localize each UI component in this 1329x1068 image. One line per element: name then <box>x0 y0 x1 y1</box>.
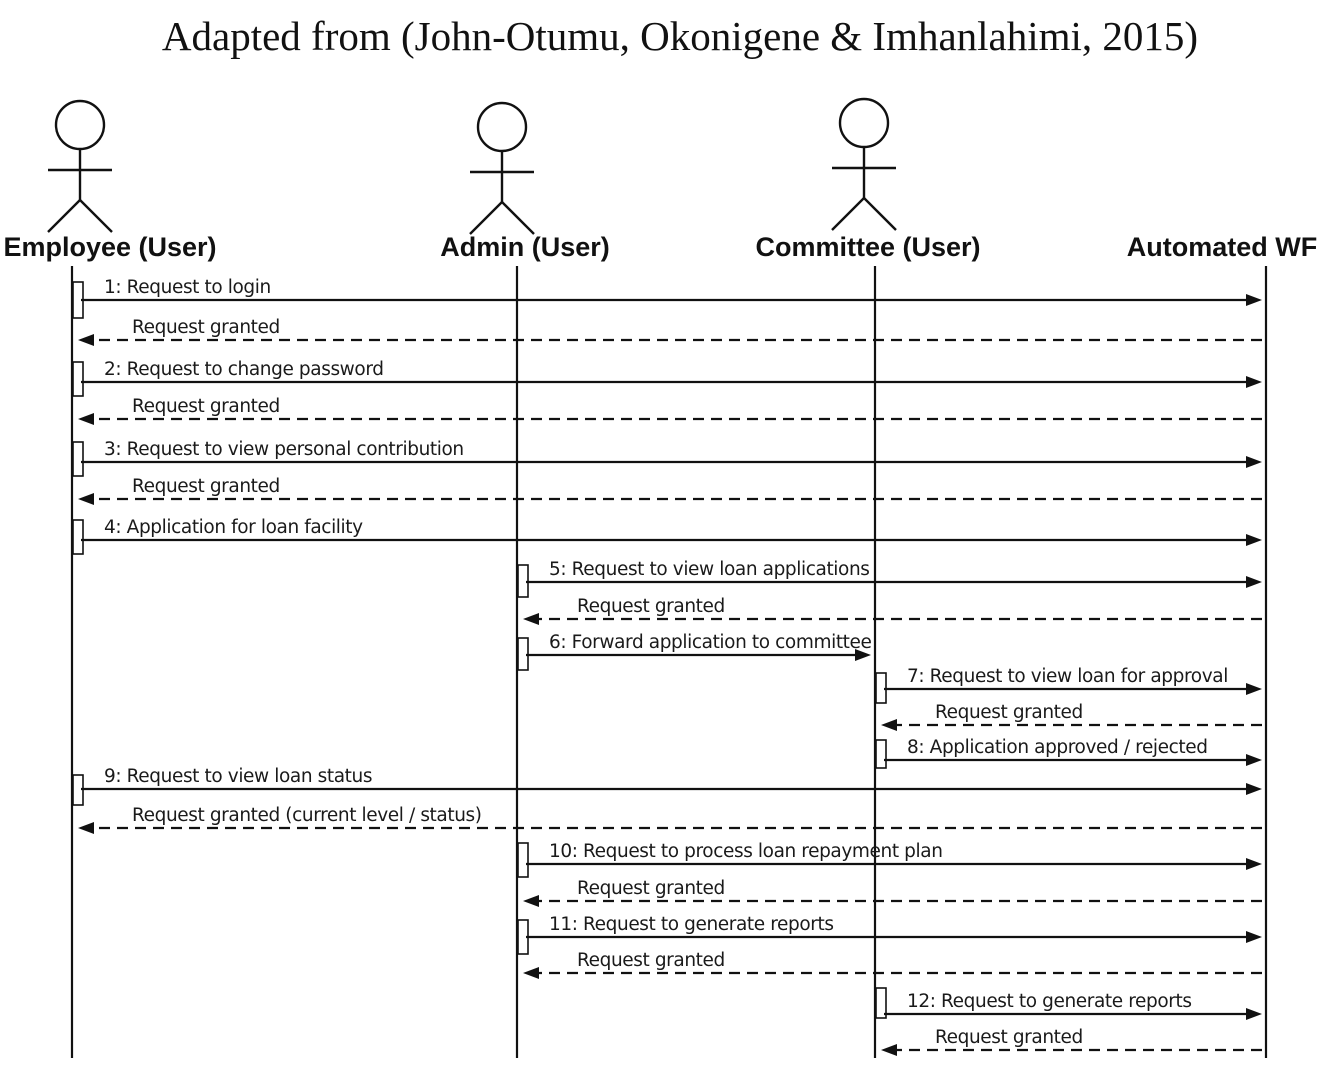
arrowhead-icon <box>1246 931 1262 943</box>
message-label: Request granted (current level / status) <box>132 805 482 826</box>
message-label: 10: Request to process loan repayment plan <box>549 841 943 862</box>
message-label: Request granted <box>577 950 725 971</box>
message-label: 12: Request to generate reports <box>907 991 1192 1012</box>
message-label: 11: Request to generate reports <box>549 914 834 935</box>
participant-label-employee: Employee (User) <box>3 232 217 262</box>
message-label: 6: Forward application to committee <box>549 632 872 653</box>
actor-committee-icon <box>832 99 896 230</box>
activation-box <box>73 442 83 476</box>
message-label: 3: Request to view personal contribution <box>104 439 464 460</box>
message-label: 5: Request to view loan applications <box>549 559 870 580</box>
arrowhead-icon <box>1246 858 1262 870</box>
arrowhead-icon <box>523 613 539 625</box>
figure-caption: Adapted from (John-Otumu, Okonigene & Imhanlahimi, 2015) <box>161 13 1199 59</box>
arrowhead-icon <box>78 413 94 425</box>
activation-box <box>518 843 528 877</box>
message-label: Request granted <box>577 878 725 899</box>
message-label: 8: Application approved / rejected <box>907 737 1208 758</box>
arrowhead-icon <box>1246 456 1262 468</box>
message-label: 4: Application for loan facility <box>104 517 363 538</box>
message-label: 9: Request to view loan status <box>104 766 373 787</box>
arrowhead-icon <box>1246 754 1262 766</box>
message-label: Request granted <box>577 596 725 617</box>
message-label: Request granted <box>132 317 280 338</box>
arrowhead-icon <box>78 493 94 505</box>
message-label: Request granted <box>935 702 1083 723</box>
arrowhead-icon <box>1246 294 1262 306</box>
activation-box <box>73 520 83 554</box>
message-label: 7: Request to view loan for approval <box>907 666 1228 687</box>
activation-box <box>73 362 83 396</box>
arrowhead-icon <box>1246 683 1262 695</box>
message-label: Request granted <box>935 1027 1083 1048</box>
arrowhead-icon <box>78 822 94 834</box>
arrowhead-icon <box>1246 534 1262 546</box>
arrowhead-icon <box>78 334 94 346</box>
arrowhead-icon <box>1246 1008 1262 1020</box>
arrowhead-icon <box>881 719 897 731</box>
message-label: 2: Request to change password <box>104 359 384 380</box>
message-label: 1: Request to login <box>104 277 271 298</box>
arrowhead-icon <box>1246 783 1262 795</box>
participant-label-admin: Admin (User) <box>440 232 610 262</box>
activation-box <box>876 740 886 768</box>
arrowhead-icon <box>1246 576 1262 588</box>
actor-employee-icon <box>48 101 112 232</box>
arrowhead-icon <box>881 1044 897 1056</box>
participant-label-system: Automated WF <box>1126 232 1318 262</box>
arrowhead-icon <box>523 967 539 979</box>
message-label: Request granted <box>132 396 280 417</box>
arrowhead-icon <box>1246 376 1262 388</box>
arrowhead-icon <box>523 895 539 907</box>
actor-admin-icon <box>470 103 534 234</box>
message-label: Request granted <box>132 476 280 497</box>
participant-label-committee: Committee (User) <box>755 232 981 262</box>
